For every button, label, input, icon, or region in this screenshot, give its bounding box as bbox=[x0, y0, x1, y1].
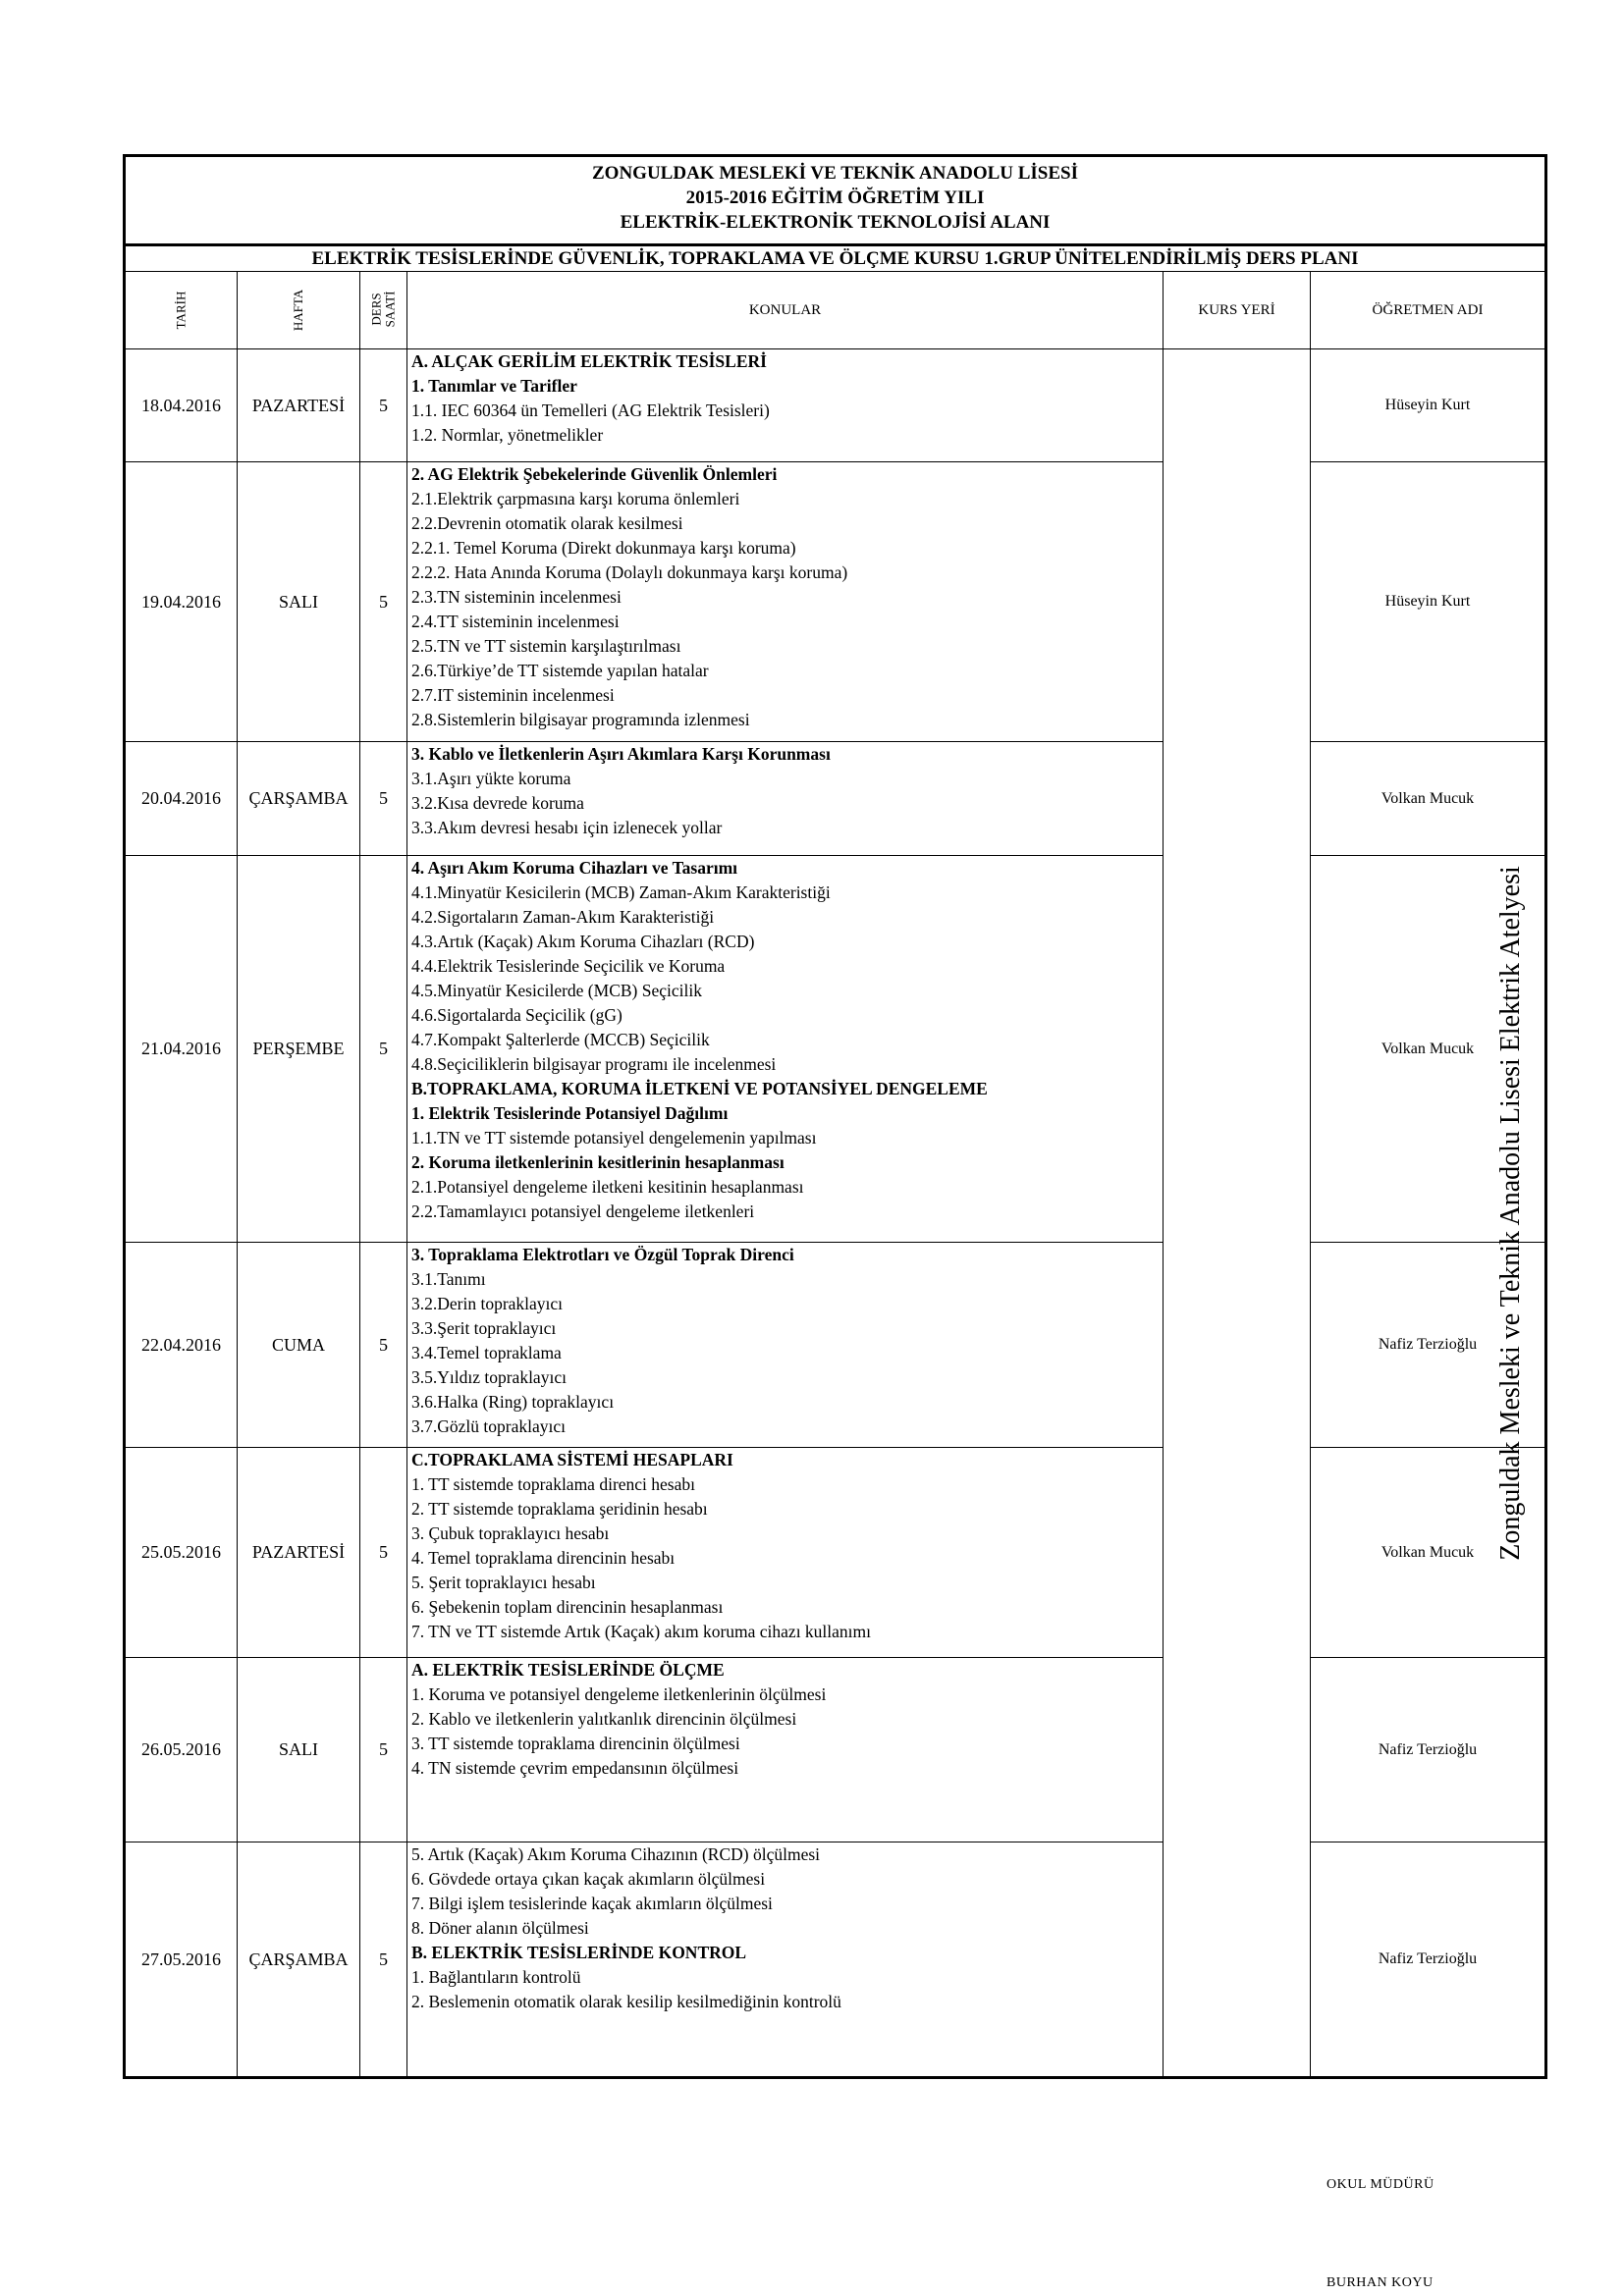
row-teacher: Nafiz Terzioğlu bbox=[1311, 1658, 1546, 1842]
row-hours: 5 bbox=[360, 462, 407, 742]
topic-line: 3.3.Şerit topraklayıcı bbox=[411, 1318, 557, 1338]
row-day: CUMA bbox=[238, 1243, 360, 1448]
topic-line: 3. TT sistemde topraklama direncinin ölçülmesi bbox=[411, 1734, 740, 1753]
topic-line: 3.2.Derin topraklayıcı bbox=[411, 1294, 564, 1313]
topic-line: 8. Döner alanın ölçülmesi bbox=[411, 1918, 589, 1938]
topic-line: 2.4.TT sisteminin incelenmesi bbox=[411, 612, 620, 631]
row-teacher: Nafiz Terzioğlu bbox=[1311, 1842, 1546, 2078]
topic-line: 2.1.Potansiyel dengeleme iletkeni kesitinin hesaplanması bbox=[411, 1177, 804, 1197]
topic-line: A. ELEKTRİK TESİSLERİNDE ÖLÇME bbox=[411, 1660, 725, 1680]
table-row bbox=[125, 462, 1546, 742]
row-teacher: Hüseyin Kurt bbox=[1311, 349, 1546, 462]
field-name: ELEKTRİK-ELEKTRONİK TEKNOLOJİSİ ALANI bbox=[620, 212, 1051, 233]
row-teacher: Volkan Mucuk bbox=[1311, 1448, 1546, 1658]
topic-line: 3.5.Yıldız topraklayıcı bbox=[411, 1367, 567, 1387]
topic-line: 1. Koruma ve potansiyel dengeleme iletkenlerinin ölçülmesi bbox=[411, 1684, 827, 1704]
row-date: 25.05.2016 bbox=[125, 1448, 238, 1658]
topic-line: 2. AG Elektrik Şebekelerinde Güvenlik Önlemleri bbox=[411, 464, 778, 484]
topic-line: 1. TT sistemde topraklama direnci hesabı bbox=[411, 1474, 695, 1494]
topic-line: 1. Elektrik Tesislerinde Potansiyel Dağılımı bbox=[411, 1103, 729, 1123]
row-hours: 5 bbox=[360, 349, 407, 462]
row-day: PAZARTESİ bbox=[238, 1448, 360, 1658]
topic-line: 2.2.2. Hata Anında Koruma (Dolaylı dokunmaya karşı koruma) bbox=[411, 562, 848, 582]
row-date: 26.05.2016 bbox=[125, 1658, 238, 1842]
col-venue: KURS YERİ bbox=[1164, 272, 1311, 349]
topic-line: 3.3.Akım devresi hesabı için izlenecek yollar bbox=[411, 818, 723, 837]
column-header-row bbox=[125, 272, 1546, 349]
row-date: 21.04.2016 bbox=[125, 856, 238, 1243]
row-day: PAZARTESİ bbox=[238, 349, 360, 462]
topic-line: 4.4.Elektrik Tesislerinde Seçicilik ve Koruma bbox=[411, 956, 726, 976]
table-row bbox=[125, 1658, 1546, 1842]
topic-line: 2.2.Tamamlayıcı potansiyel dengeleme iletkenleri bbox=[411, 1201, 755, 1221]
row-day: ÇARŞAMBA bbox=[238, 742, 360, 856]
topic-line: 2.5.TN ve TT sistemin karşılaştırılması bbox=[411, 636, 681, 656]
col-date: TARİH bbox=[125, 272, 238, 349]
topic-line: 2.8.Sistemlerin bilgisayar programında izlenmesi bbox=[411, 710, 750, 729]
row-hours: 5 bbox=[360, 1243, 407, 1448]
topic-line: 6. Şebekenin toplam direncinin hesaplanması bbox=[411, 1597, 724, 1617]
row-hours: 5 bbox=[360, 1448, 407, 1658]
row-teacher: Volkan Mucuk bbox=[1311, 742, 1546, 856]
topic-line: 3. Topraklama Elektrotları ve Özgül Toprak Direnci bbox=[411, 1245, 794, 1264]
topic-line: 3.1.Aşırı yükte koruma bbox=[411, 769, 571, 788]
row-date: 18.04.2016 bbox=[125, 349, 238, 462]
topic-line: 5. Artık (Kaçak) Akım Koruma Cihazının (RCD) ölçülmesi bbox=[411, 1844, 821, 1864]
topic-line: 4.6.Sigortalarda Seçicilik (gG) bbox=[411, 1005, 623, 1025]
topic-line: B. ELEKTRİK TESİSLERİNDE KONTROL bbox=[411, 1943, 747, 1962]
signature-title: OKUL MÜDÜRÜ bbox=[1326, 2177, 1435, 2192]
topic-line: 2.2.1. Temel Koruma (Direkt dokunmaya karşı koruma) bbox=[411, 538, 796, 558]
topic-line: A. ALÇAK GERİLİM ELEKTRİK TESİSLERİ bbox=[411, 351, 767, 371]
row-topics bbox=[407, 742, 1164, 856]
topic-line: 4.1.Minyatür Kesicilerin (MCB) Zaman-Akım Karakteristiği bbox=[411, 882, 831, 902]
venue-text: Zonguldak Mesleki ve Teknik Anadolu Lisesi Elektrik Atelyesi bbox=[1494, 865, 1526, 1561]
lesson-plan-table bbox=[123, 154, 1547, 2079]
topic-line: 3.6.Halka (Ring) topraklayıcı bbox=[411, 1392, 615, 1412]
topic-line: 2.7.IT sisteminin incelenmesi bbox=[411, 685, 615, 705]
plan-rows bbox=[125, 349, 1546, 2078]
col-hours: DERS SAATİ bbox=[360, 272, 407, 349]
col-topics: KONULAR bbox=[407, 272, 1164, 349]
row-topics bbox=[407, 856, 1164, 1243]
topic-line: 7. TN ve TT sistemde Artık (Kaçak) akım koruma cihazı kullanımı bbox=[411, 1622, 872, 1641]
row-teacher: Nafiz Terzioğlu bbox=[1311, 1243, 1546, 1448]
school-name: ZONGULDAK MESLEKİ VE TEKNİK ANADOLU LİSESİ bbox=[592, 163, 1079, 184]
table-row bbox=[125, 1842, 1546, 2078]
topic-line: 3.1.Tanımı bbox=[411, 1269, 486, 1289]
topic-line: 2.3.TN sisteminin incelenmesi bbox=[411, 587, 622, 607]
row-hours: 5 bbox=[360, 1842, 407, 2078]
topic-line: 3.2.Kısa devrede koruma bbox=[411, 793, 584, 813]
row-hours: 5 bbox=[360, 742, 407, 856]
topic-line: 1. Tanımlar ve Tarifler bbox=[411, 376, 577, 396]
row-day: PERŞEMBE bbox=[238, 856, 360, 1243]
row-topics bbox=[407, 349, 1164, 462]
col-teacher: ÖĞRETMEN ADI bbox=[1311, 272, 1546, 349]
course-title: ELEKTRİK TESİSLERİNDE GÜVENLİK, TOPRAKLAMA VE ÖLÇME KURSU 1.GRUP ÜNİTELENDİRİLMİŞ DERS PLANI bbox=[125, 245, 1546, 272]
row-date: 19.04.2016 bbox=[125, 462, 238, 742]
academic-year: 2015-2016 EĞİTİM ÖĞRETİM YILI bbox=[685, 187, 985, 208]
topic-line: 4.8.Seçiciliklerin bilgisayar programı ile incelenmesi bbox=[411, 1054, 777, 1074]
topic-line: 7. Bilgi işlem tesislerinde kaçak akımların ölçülmesi bbox=[411, 1894, 773, 1913]
topic-line: 6. Gövdede ortaya çıkan kaçak akımların ölçülmesi bbox=[411, 1869, 766, 1889]
topic-line: 4. Aşırı Akım Koruma Cihazları ve Tasarımı bbox=[411, 858, 738, 878]
row-topics bbox=[407, 1658, 1164, 1842]
row-teacher: Hüseyin Kurt bbox=[1311, 462, 1546, 742]
topic-line: 1.1.TN ve TT sistemde potansiyel dengelemenin yapılması bbox=[411, 1128, 817, 1148]
topic-line: 3. Çubuk topraklayıcı hesabı bbox=[411, 1523, 610, 1543]
topic-line: 4. TN sistemde çevrim empedansının ölçülmesi bbox=[411, 1758, 739, 1778]
topic-line: C.TOPRAKLAMA SİSTEMİ HESAPLARI bbox=[411, 1450, 733, 1469]
topic-line: 5. Şerit topraklayıcı hesabı bbox=[411, 1573, 596, 1592]
row-day: ÇARŞAMBA bbox=[238, 1842, 360, 2078]
topic-line: 4. Temel topraklama direncinin hesabı bbox=[411, 1548, 676, 1568]
topic-line: 1.1. IEC 60364 ün Temelleri (AG Elektrik Tesisleri) bbox=[411, 400, 770, 420]
topic-line: 3. Kablo ve İletkenlerin Aşırı Akımlara Karşı Korunması bbox=[411, 744, 831, 764]
table-row bbox=[125, 1448, 1546, 1658]
row-date: 27.05.2016 bbox=[125, 1842, 238, 2078]
row-teacher: Volkan Mucuk bbox=[1311, 856, 1546, 1243]
topic-line: 2. Koruma iletkenlerinin kesitlerinin hesaplanması bbox=[411, 1152, 785, 1172]
row-topics bbox=[407, 462, 1164, 742]
row-day: SALI bbox=[238, 462, 360, 742]
topic-line: 4.5.Minyatür Kesicilerde (MCB) Seçicilik bbox=[411, 981, 702, 1000]
row-hours: 5 bbox=[360, 1658, 407, 1842]
topic-line: 1. Bağlantıların kontrolü bbox=[411, 1967, 581, 1987]
row-date: 22.04.2016 bbox=[125, 1243, 238, 1448]
topic-line: 3.7.Gözlü topraklayıcı bbox=[411, 1416, 566, 1436]
signature-name: BURHAN KOYU bbox=[1326, 2275, 1434, 2290]
topic-line: B.TOPRAKLAMA, KORUMA İLETKENİ VE POTANSİYEL DENGELEME bbox=[411, 1079, 988, 1098]
document-header bbox=[125, 156, 1546, 245]
topic-line: 2. Beslemenin otomatik olarak kesilip kesilmediğinin kontrolü bbox=[411, 1992, 841, 2011]
topic-line: 4.7.Kompakt Şalterlerde (MCCB) Seçicilik bbox=[411, 1030, 710, 1049]
topic-line: 1.2. Normlar, yönetmelikler bbox=[411, 425, 604, 445]
topic-line: 4.2.Sigortaların Zaman-Akım Karakteristiği bbox=[411, 907, 715, 927]
row-topics bbox=[407, 1448, 1164, 1658]
table-row bbox=[125, 856, 1546, 1243]
row-topics bbox=[407, 1842, 1164, 2078]
topic-line: 2.2.Devrenin otomatik olarak kesilmesi bbox=[411, 513, 683, 533]
table-row bbox=[125, 742, 1546, 856]
topic-line: 2. TT sistemde topraklama şeridinin hesabı bbox=[411, 1499, 708, 1519]
topic-line: 2. Kablo ve iletkenlerin yalıtkanlık direncinin ölçülmesi bbox=[411, 1709, 797, 1729]
row-date: 20.04.2016 bbox=[125, 742, 238, 856]
topic-line: 2.1.Elektrik çarpmasına karşı koruma önlemleri bbox=[411, 489, 740, 508]
row-topics bbox=[407, 1243, 1164, 1448]
table-row bbox=[125, 1243, 1546, 1448]
col-week: HAFTA bbox=[238, 272, 360, 349]
topic-line: 3.4.Temel topraklama bbox=[411, 1343, 562, 1362]
table-row bbox=[125, 349, 1546, 462]
topic-line: 2.6.Türkiye’de TT sistemde yapılan hatalar bbox=[411, 661, 709, 680]
row-hours: 5 bbox=[360, 856, 407, 1243]
row-day: SALI bbox=[238, 1658, 360, 1842]
topic-line: 4.3.Artık (Kaçak) Akım Koruma Cihazları (RCD) bbox=[411, 932, 755, 951]
